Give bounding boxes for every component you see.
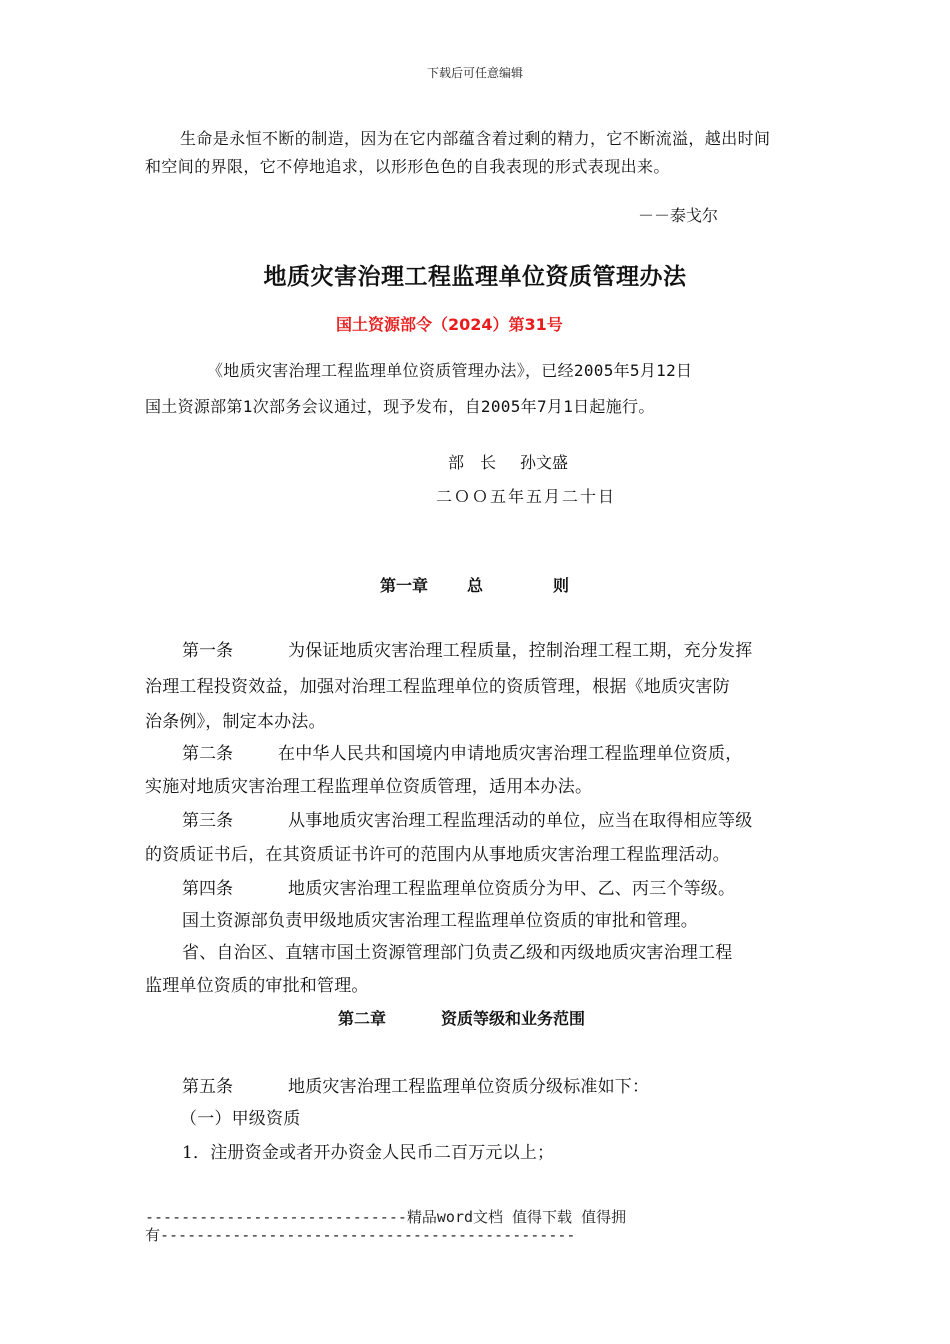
article-1-line-3: 治条例》，制定本办法。 [145, 712, 326, 732]
article-5-line-1: 地质灾害治理工程监理单位资质分级标准如下： [288, 1077, 650, 1097]
quote-author: －－泰戈尔 [638, 206, 719, 225]
chapter-2-label: 第二章 [338, 1009, 387, 1028]
article-2-line-2: 实施对地质灾害治理工程监理单位资质管理，适用本办法。 [145, 777, 593, 797]
grade-1-item-1: 1．注册资金或者开办资金人民币二百万元以上； [182, 1143, 555, 1163]
chapter-2-title: 资质等级和业务范围 [441, 1009, 586, 1028]
chapter-1-label: 第一章 [380, 576, 429, 595]
article-3-label: 第三条 [182, 811, 233, 831]
signature-date: 二ＯＯ五年五月二十日 [436, 487, 617, 506]
footer-line-1: -----------------------------精品word文档 值得下载 值得拥 [145, 1208, 627, 1226]
article-4-label: 第四条 [182, 879, 233, 899]
header-note: 下载后可任意编辑 [426, 66, 523, 80]
chapter-1-title-a: 总 [467, 576, 484, 595]
preamble-line-1: 《地质灾害治理工程监理单位资质管理办法》，已经2005年5月12日 [207, 361, 693, 380]
article-2-line-1: 在中华人民共和国境内申请地质灾害治理工程监理单位资质， [278, 744, 743, 764]
article-4-line-1: 地质灾害治理工程监理单位资质分为甲、乙、丙三个等级。 [288, 879, 736, 899]
footer-line-2: 有---------------------------------------------- [145, 1226, 576, 1244]
document-title: 地质灾害治理工程监理单位资质管理办法 [263, 264, 687, 290]
quote-line-2: 和空间的界限，它不停地追求，以形形色色的自我表现的形式表现出来。 [145, 157, 670, 176]
article-1-line-1: 为保证地质灾害治理工程质量，控制治理工程工期，充分发挥 [288, 641, 753, 661]
decree-number: 国土资源部令（2024）第31号 [336, 315, 563, 334]
article-5-label: 第五条 [182, 1077, 233, 1097]
signature-role: 部 长 [448, 453, 497, 472]
article-3-line-2: 的资质证书后，在其资质证书许可的范围内从事地质灾害治理工程监理活动。 [145, 845, 730, 865]
article-4-line-3: 省、自治区、直辖市国土资源管理部门负责乙级和丙级地质灾害治理工程 [182, 943, 733, 963]
article-3-line-1: 从事地质灾害治理工程监理活动的单位，应当在取得相应等级 [288, 811, 753, 831]
chapter-1-title-b: 则 [553, 576, 570, 595]
article-1-label: 第一条 [182, 641, 233, 661]
grade-1-heading: （一）甲级资质 [180, 1109, 301, 1129]
article-2-label: 第二条 [182, 744, 233, 764]
signature-name: 孙文盛 [520, 453, 569, 472]
preamble-line-2: 国土资源部第1次部务会议通过，现予发布，自2005年7月1日起施行。 [145, 397, 655, 416]
article-4-line-4: 监理单位资质的审批和管理。 [145, 976, 369, 996]
quote-line-1: 生命是永恒不断的制造，因为在它内部蕴含着过剩的精力，它不断流溢，越出时间 [180, 129, 771, 148]
article-1-line-2: 治理工程投资效益，加强对治理工程监理单位的资质管理，根据《地质灾害防 [145, 677, 730, 697]
article-4-line-2: 国土资源部负责甲级地质灾害治理工程监理单位资质的审批和管理。 [182, 911, 698, 931]
